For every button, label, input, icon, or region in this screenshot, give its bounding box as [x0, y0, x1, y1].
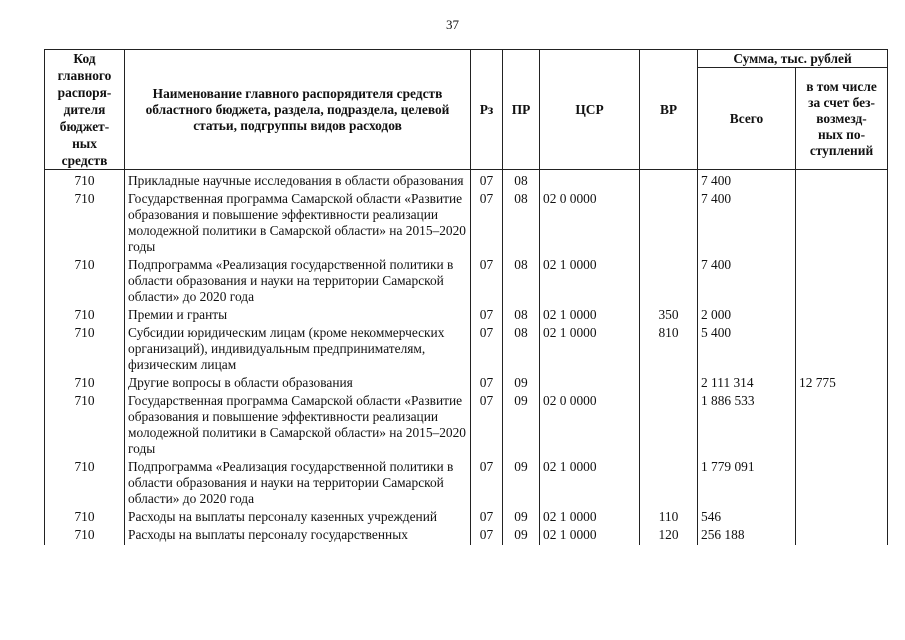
cell-vr: [640, 173, 698, 191]
cell-csr: 02 1 0000: [540, 459, 640, 509]
cell-name: Премии и гранты: [125, 307, 471, 325]
table-header: [45, 50, 888, 170]
header-pr: ПР: [503, 50, 540, 170]
table-row: [45, 325, 888, 375]
cell-code: 710: [45, 527, 125, 545]
cell-pr: 08: [503, 325, 540, 375]
cell-name: Субсидии юридическим лицам (кроме некоммерческих организаций), индивидуальным предпринимателям, физическим лицам: [125, 325, 471, 375]
cell-rz: 07: [471, 173, 503, 191]
cell-code: 710: [45, 325, 125, 375]
cell-rz: 07: [471, 325, 503, 375]
cell-code: 710: [45, 375, 125, 393]
cell-pr: 09: [503, 459, 540, 509]
cell-code: 710: [45, 509, 125, 527]
cell-rz: 07: [471, 459, 503, 509]
cell-csr: 02 1 0000: [540, 527, 640, 545]
cell-name: Прикладные научные исследования в области образования: [125, 173, 471, 191]
cell-total: 256 188: [698, 527, 796, 545]
page-number: 37: [446, 17, 459, 32]
header-rz: Рз: [471, 50, 503, 170]
table-row: [45, 257, 888, 307]
cell-grants: [796, 325, 888, 375]
cell-vr: 810: [640, 325, 698, 375]
cell-name: Государственная программа Самарской области «Развитие образования и повышение эффективности реализации молодежной политики в Самарской области» на 2015–2020 годы: [125, 191, 471, 257]
cell-pr: 08: [503, 191, 540, 257]
cell-rz: 07: [471, 527, 503, 545]
cell-code: 710: [45, 191, 125, 257]
cell-total: 7 400: [698, 191, 796, 257]
cell-vr: 120: [640, 527, 698, 545]
cell-rz: 07: [471, 191, 503, 257]
cell-grants: [796, 191, 888, 257]
cell-csr: 02 0 0000: [540, 191, 640, 257]
cell-name: Подпрограмма «Реализация государственной политики в области образования и науки на территории Самарской области» до 2020 года: [125, 257, 471, 307]
cell-grants: [796, 307, 888, 325]
cell-csr: 02 0 0000: [540, 393, 640, 459]
cell-vr: [640, 375, 698, 393]
cell-pr: 08: [503, 307, 540, 325]
cell-vr: 350: [640, 307, 698, 325]
cell-rz: 07: [471, 509, 503, 527]
cell-grants: [796, 459, 888, 509]
cell-csr: 02 1 0000: [540, 257, 640, 307]
cell-grants: [796, 173, 888, 191]
cell-vr: [640, 191, 698, 257]
cell-name: Другие вопросы в области образования: [125, 375, 471, 393]
table-row: [45, 191, 888, 257]
cell-code: 710: [45, 257, 125, 307]
cell-name: Расходы на выплаты персоналу государственных: [125, 527, 471, 545]
cell-total: 2 111 314: [698, 375, 796, 393]
cell-rz: 07: [471, 307, 503, 325]
cell-total: 1 886 533: [698, 393, 796, 459]
cell-code: 710: [45, 393, 125, 459]
cell-rz: 07: [471, 393, 503, 459]
cell-vr: [640, 393, 698, 459]
header-code: Код главного распоря- дителя бюджет- ных средств: [45, 50, 125, 170]
cell-rz: 07: [471, 257, 503, 307]
table-row: [45, 527, 888, 545]
cell-rz: 07: [471, 375, 503, 393]
cell-vr: [640, 257, 698, 307]
cell-name: Государственная программа Самарской области «Развитие образования и повышение эффективности реализации молодежной политики в Самарской области» на 2015–2020 годы: [125, 393, 471, 459]
header-total: Всего: [698, 68, 796, 170]
header-csr: ЦСР: [540, 50, 640, 170]
cell-csr: [540, 375, 640, 393]
table-row: [45, 375, 888, 393]
cell-grants: 12 775: [796, 375, 888, 393]
cell-grants: [796, 509, 888, 527]
cell-name: Расходы на выплаты персоналу казенных учреждений: [125, 509, 471, 527]
header-grants: в том числе за счет без- возмезд- ных по- ступлений: [796, 68, 888, 170]
table-row: [45, 509, 888, 527]
header-vr: ВР: [640, 50, 698, 170]
cell-code: 710: [45, 173, 125, 191]
table-row: [45, 459, 888, 509]
cell-csr: 02 1 0000: [540, 307, 640, 325]
cell-csr: 02 1 0000: [540, 509, 640, 527]
cell-pr: 09: [503, 393, 540, 459]
cell-grants: [796, 393, 888, 459]
cell-csr: [540, 173, 640, 191]
table-row: [45, 393, 888, 459]
cell-total: 7 400: [698, 257, 796, 307]
cell-code: 710: [45, 307, 125, 325]
table-body: [45, 170, 888, 546]
cell-pr: 08: [503, 257, 540, 307]
budget-table: [44, 49, 888, 545]
cell-vr: 110: [640, 509, 698, 527]
cell-total: 2 000: [698, 307, 796, 325]
cell-pr: 09: [503, 527, 540, 545]
cell-csr: 02 1 0000: [540, 325, 640, 375]
header-name: Наименование главного распорядителя средств областного бюджета, раздела, подраздела, целевой статьи, подгруппы видов расходов: [125, 50, 471, 170]
cell-vr: [640, 459, 698, 509]
table-row: [45, 307, 888, 325]
cell-pr: 09: [503, 375, 540, 393]
cell-pr: 09: [503, 509, 540, 527]
cell-grants: [796, 527, 888, 545]
table-row: [45, 173, 888, 191]
cell-total: 1 779 091: [698, 459, 796, 509]
cell-total: 7 400: [698, 173, 796, 191]
cell-total: 5 400: [698, 325, 796, 375]
cell-pr: 08: [503, 173, 540, 191]
header-sum: Сумма, тыс. рублей: [698, 50, 888, 68]
cell-grants: [796, 257, 888, 307]
cell-code: 710: [45, 459, 125, 509]
cell-name: Подпрограмма «Реализация государственной политики в области образования и науки на территории Самарской области» до 2020 года: [125, 459, 471, 509]
cell-total: 546: [698, 509, 796, 527]
